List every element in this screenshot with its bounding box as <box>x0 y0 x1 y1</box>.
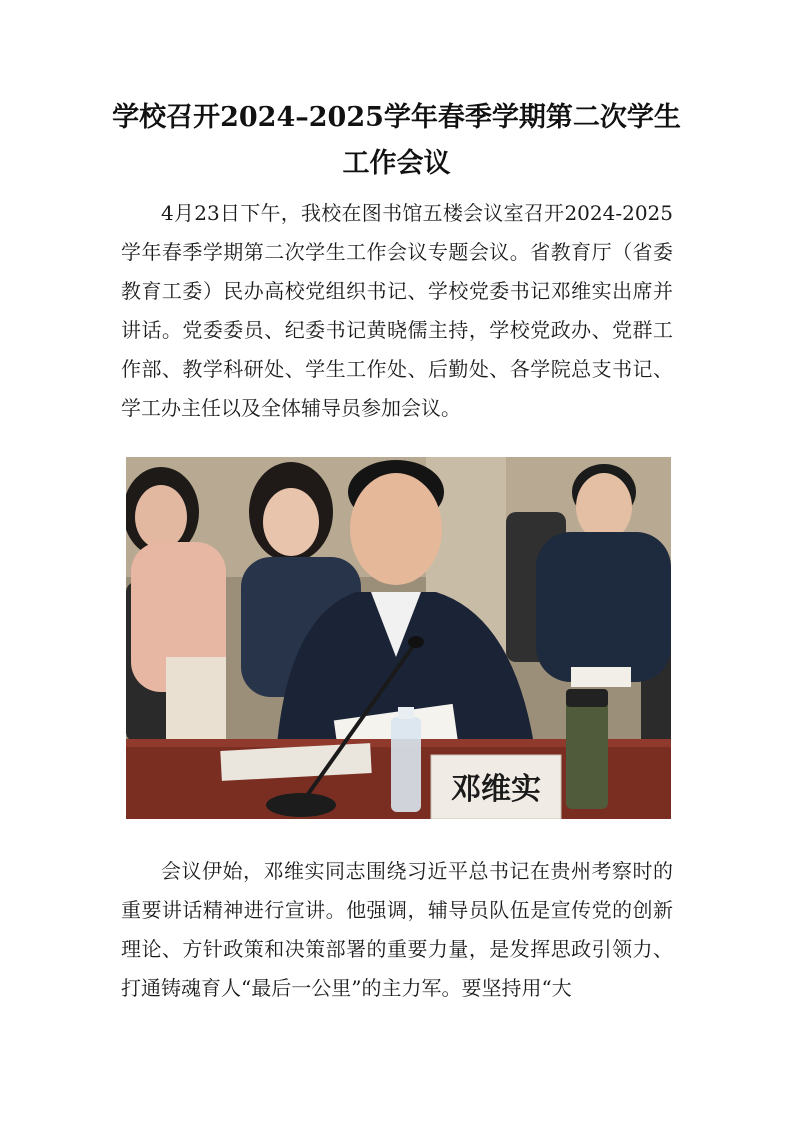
article-title: 学校召开2024–2025学年春季学期第二次学生工作会议 <box>112 102 681 179</box>
article-paragraph: 4月23日下午，我校在图书馆五楼会议室召开2024-2025学年春季学期第二次学生工作会议专题会议。省教育厅（省委教育工委）民办高校党组织书记、学校党委书记邓维实出席并讲话。党委委员、纪委书记黄晓儒主持，学校党政办、党群工作部、教学科研处、学生工作处、后勤处、各学院总支书记、学工办主任以及全体辅导员参加会议。 <box>121 201 673 420</box>
article-paragraph: 会议伊始，邓维实同志围绕习近平总书记在贵州考察时的重要讲话精神进行宣讲。他强调，辅导员队伍是宣传党的创新理论、方针政策和决策部署的重要力量，是发挥思政引领力、打通铸魂育人“最后一公里”的主力军。要坚持用“大 <box>121 859 673 1000</box>
nameplate-text: 邓维实 <box>451 772 541 807</box>
meeting-photo <box>126 457 671 819</box>
